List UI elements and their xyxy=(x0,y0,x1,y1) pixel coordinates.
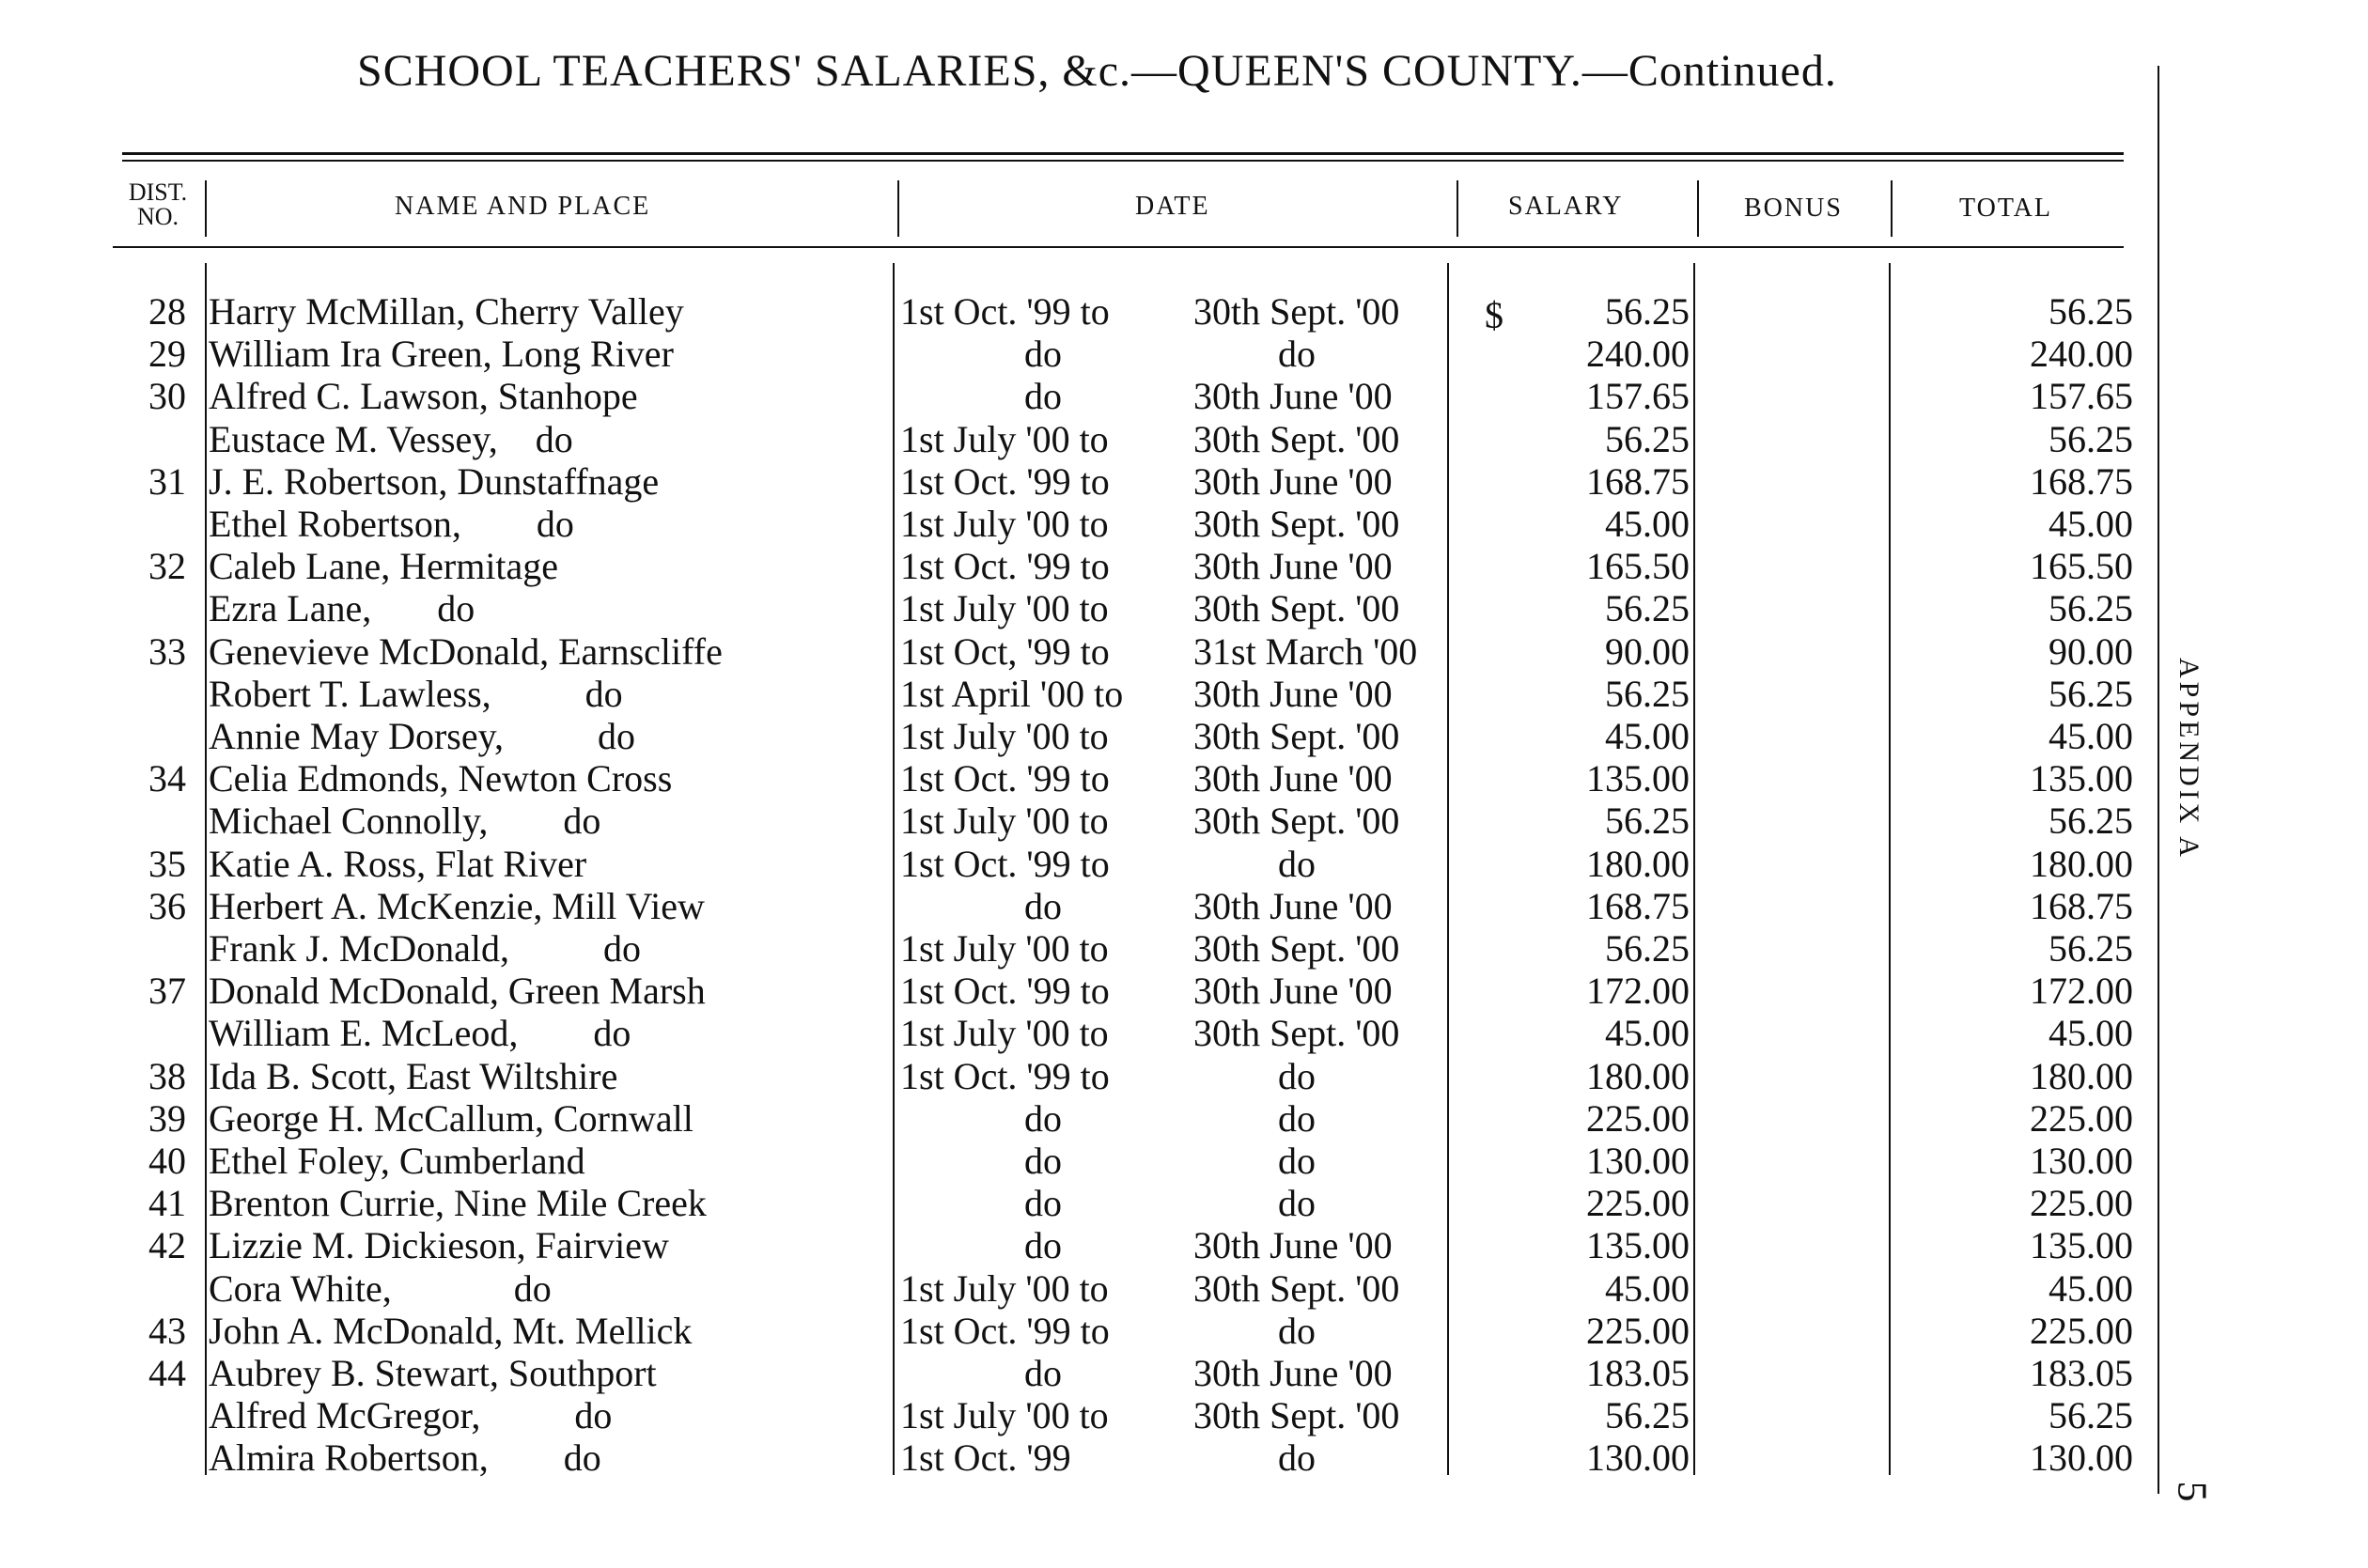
total-cell: 225.00 xyxy=(2030,1182,2133,1225)
dist-no-cell: 31 xyxy=(148,459,186,503)
name-place-cell: Aubrey B. Stewart, Southport xyxy=(209,1352,657,1394)
name-place-cell: John A. McDonald, Mt. Mellick xyxy=(209,1309,693,1352)
total-cell: 180.00 xyxy=(2030,1054,2133,1097)
date-to-cell: 30th Sept. '00 xyxy=(1193,715,1400,757)
dist-no-cell: 42 xyxy=(148,1224,186,1267)
date-to-cell: 30th June '00 xyxy=(1193,1352,1393,1394)
salary-cell: 130.00 xyxy=(1586,1436,1690,1480)
salary-cell: 225.00 xyxy=(1586,1182,1690,1225)
date-to-cell: 30th Sept. '00 xyxy=(1193,290,1400,333)
date-from-cell: 1st Oct. '99 to xyxy=(900,1309,1110,1352)
date-to-cell: 30th Sept. '00 xyxy=(1193,800,1400,843)
salary-cell: 172.00 xyxy=(1586,970,1690,1013)
page-title: SCHOOL TEACHERS' SALARIES, &c.—QUEEN'S COUNTY.—Continued. xyxy=(357,46,1837,96)
name-place-cell: Almira Robertson, do xyxy=(209,1436,601,1480)
dist-no-cell: 30 xyxy=(148,375,186,418)
total-cell: 130.00 xyxy=(2030,1140,2133,1182)
date-from-cell: 1st Oct. '99 xyxy=(900,1436,1071,1480)
name-place-cell: Herbert A. McKenzie, Mill View xyxy=(209,884,705,927)
salary-cell: 180.00 xyxy=(1586,842,1690,885)
total-cell: 45.00 xyxy=(2049,1012,2133,1055)
total-cell: 168.75 xyxy=(2030,459,2133,503)
date-from-cell: 1st July '00 to xyxy=(900,715,1109,757)
name-place-cell: Michael Connolly, do xyxy=(209,800,601,843)
dist-no-cell: 43 xyxy=(148,1309,186,1352)
date-to-cell: do xyxy=(1278,842,1316,885)
table-row xyxy=(0,1096,2161,1139)
dist-no-cell: 40 xyxy=(148,1140,186,1182)
bonus-header: BONUS xyxy=(1744,194,1843,223)
dist-no-cell: 41 xyxy=(148,1182,186,1225)
header-rule-bottom xyxy=(122,160,2124,162)
table-row xyxy=(0,1436,2161,1478)
total-cell: 172.00 xyxy=(2030,970,2133,1013)
table-row xyxy=(0,1266,2161,1309)
name-place-header: NAME AND PLACE xyxy=(395,192,651,221)
date-to-cell: 30th Sept. '00 xyxy=(1193,417,1400,460)
salary-cell: 45.00 xyxy=(1605,1266,1690,1310)
table-row xyxy=(0,544,2161,586)
name-place-cell: Genevieve McDonald, Earnscliffe xyxy=(209,629,723,673)
name-place-cell: Robert T. Lawless, do xyxy=(209,672,623,715)
appendix-label: APPENDIX A xyxy=(2173,658,2204,861)
header-divider-dist xyxy=(205,180,207,237)
date-to-cell: 30th June '00 xyxy=(1193,545,1393,588)
salary-cell: 56.25 xyxy=(1605,672,1690,715)
date-to-cell: 30th Sept. '00 xyxy=(1193,927,1400,970)
date-to-cell: do xyxy=(1278,1182,1316,1225)
table-row xyxy=(0,629,2161,672)
total-cell: 168.75 xyxy=(2030,884,2133,927)
date-from-cell: do xyxy=(1024,1140,1062,1182)
date-from-cell: 1st Oct. '99 to xyxy=(900,290,1110,333)
table-row xyxy=(0,1011,2161,1053)
table-row xyxy=(0,502,2161,544)
table-row xyxy=(0,1393,2161,1436)
salary-cell: 157.65 xyxy=(1586,375,1690,418)
table-row xyxy=(0,842,2161,884)
total-cell: 135.00 xyxy=(2030,757,2133,800)
salary-cell: 45.00 xyxy=(1605,503,1690,545)
date-to-cell: do xyxy=(1278,1096,1316,1140)
date-to-cell: 30th Sept. '00 xyxy=(1193,1012,1400,1055)
salary-cell: 180.00 xyxy=(1586,1054,1690,1097)
date-from-cell: 1st Oct. '99 to xyxy=(900,545,1110,588)
date-to-cell: 30th Sept. '00 xyxy=(1193,503,1400,545)
date-from-cell: do xyxy=(1024,333,1062,376)
name-place-cell: Eustace M. Vessey, do xyxy=(209,417,573,460)
name-place-cell: Ethel Foley, Cumberland xyxy=(209,1140,585,1182)
name-place-cell: Ethel Robertson, do xyxy=(209,503,574,545)
name-place-cell: Brenton Currie, Nine Mile Creek xyxy=(209,1182,707,1225)
date-to-cell: 30th Sept. '00 xyxy=(1193,1266,1400,1310)
total-cell: 240.00 xyxy=(2030,333,2133,376)
table-row xyxy=(0,1054,2161,1096)
dist-no-cell: 28 xyxy=(148,290,186,333)
date-from-cell: 1st Oct. '99 to xyxy=(900,970,1110,1013)
table-row xyxy=(0,1309,2161,1351)
date-from-cell: do xyxy=(1024,1352,1062,1394)
table-row xyxy=(0,1181,2161,1223)
dist-no-cell: 44 xyxy=(148,1352,186,1394)
total-cell: 225.00 xyxy=(2030,1096,2133,1140)
salary-cell: 56.25 xyxy=(1605,290,1690,333)
date-from-cell: 1st Oct, '99 to xyxy=(900,629,1110,673)
salary-cell: 45.00 xyxy=(1605,715,1690,757)
table-row xyxy=(0,374,2161,416)
date-from-cell: 1st July '00 to xyxy=(900,1012,1109,1055)
salary-cell: 240.00 xyxy=(1586,333,1690,376)
date-to-cell: do xyxy=(1278,1309,1316,1352)
dist-no-cell: 33 xyxy=(148,629,186,673)
total-cell: 56.25 xyxy=(2049,417,2133,460)
date-to-cell: 30th June '00 xyxy=(1193,1224,1393,1267)
date-to-cell: do xyxy=(1278,1054,1316,1097)
column-header-rule xyxy=(113,246,2124,248)
date-from-cell: do xyxy=(1024,375,1062,418)
name-place-cell: George H. McCallum, Cornwall xyxy=(209,1096,693,1140)
name-place-cell: Celia Edmonds, Newton Cross xyxy=(209,757,673,800)
date-from-cell: 1st July '00 to xyxy=(900,927,1109,970)
date-to-cell: 30th June '00 xyxy=(1193,672,1393,715)
date-from-cell: 1st Oct. '99 to xyxy=(900,842,1110,885)
salary-cell: 168.75 xyxy=(1586,459,1690,503)
date-from-cell: 1st Oct. '99 to xyxy=(900,757,1110,800)
salary-cell: 168.75 xyxy=(1586,884,1690,927)
total-cell: 45.00 xyxy=(2049,503,2133,545)
total-cell: 90.00 xyxy=(2049,629,2133,673)
total-cell: 130.00 xyxy=(2030,1436,2133,1480)
table-row xyxy=(0,459,2161,502)
currency-symbol: $ xyxy=(1485,294,1503,336)
table-row xyxy=(0,714,2161,756)
date-to-cell: 30th June '00 xyxy=(1193,375,1393,418)
date-to-cell: do xyxy=(1278,1436,1316,1480)
date-to-cell: 30th June '00 xyxy=(1193,970,1393,1013)
name-place-cell: Ezra Lane, do xyxy=(209,587,475,630)
total-cell: 225.00 xyxy=(2030,1309,2133,1352)
date-to-cell: 30th June '00 xyxy=(1193,757,1393,800)
salary-cell: 225.00 xyxy=(1586,1309,1690,1352)
dist-no-cell: 36 xyxy=(148,884,186,927)
table-row xyxy=(0,756,2161,799)
date-to-cell: do xyxy=(1278,333,1316,376)
table-row xyxy=(0,672,2161,714)
salary-cell: 56.25 xyxy=(1605,800,1690,843)
header-divider-name xyxy=(897,180,899,237)
total-cell: 56.25 xyxy=(2049,1394,2133,1437)
dist-no-header xyxy=(111,180,205,229)
name-place-cell: Lizzie M. Dickieson, Fairview xyxy=(209,1224,669,1267)
dist-no-cell: 35 xyxy=(148,842,186,885)
date-from-cell: 1st July '00 to xyxy=(900,1266,1109,1310)
table-row xyxy=(0,884,2161,926)
name-place-cell: J. E. Robertson, Dunstaffnage xyxy=(209,459,660,503)
total-cell: 56.25 xyxy=(2049,927,2133,970)
total-cell: 56.25 xyxy=(2049,587,2133,630)
dist-no-cell: 32 xyxy=(148,545,186,588)
name-place-cell: William Ira Green, Long River xyxy=(209,333,674,376)
date-from-cell: do xyxy=(1024,1182,1062,1225)
header-divider-bonus xyxy=(1891,180,1893,237)
table-row xyxy=(0,926,2161,969)
table-row xyxy=(0,289,2161,332)
header-divider-salary xyxy=(1697,180,1699,237)
table-row xyxy=(0,969,2161,1011)
name-place-cell: Annie May Dorsey, do xyxy=(209,715,636,757)
salary-cell: 225.00 xyxy=(1586,1096,1690,1140)
date-from-cell: 1st Oct. '99 to xyxy=(900,1054,1110,1097)
date-from-cell: do xyxy=(1024,1096,1062,1140)
page-number: 5 xyxy=(2169,1481,2216,1502)
dist-header-line2: NO. xyxy=(136,203,179,230)
date-to-cell: 30th Sept. '00 xyxy=(1193,587,1400,630)
date-to-cell: 31st March '00 xyxy=(1193,629,1418,673)
date-header: DATE xyxy=(1135,192,1210,221)
name-place-cell: Frank J. McDonald, do xyxy=(209,927,641,970)
dist-no-cell: 37 xyxy=(148,970,186,1013)
dist-no-cell: 39 xyxy=(148,1096,186,1140)
dist-header-line1: DIST. xyxy=(128,179,188,206)
salary-cell: 183.05 xyxy=(1586,1352,1690,1394)
date-to-cell: 30th June '00 xyxy=(1193,459,1393,503)
total-cell: 165.50 xyxy=(2030,545,2133,588)
date-from-cell: do xyxy=(1024,1224,1062,1267)
table-row xyxy=(0,1139,2161,1181)
name-place-cell: Katie A. Ross, Flat River xyxy=(209,842,587,885)
name-place-cell: Cora White, do xyxy=(209,1266,552,1310)
dist-no-cell: 29 xyxy=(148,333,186,376)
total-cell: 135.00 xyxy=(2030,1224,2133,1267)
table-row xyxy=(0,417,2161,459)
name-place-cell: Donald McDonald, Green Marsh xyxy=(209,970,706,1013)
date-to-cell: 30th June '00 xyxy=(1193,884,1393,927)
name-place-cell: Harry McMillan, Cherry Valley xyxy=(209,290,684,333)
dist-no-cell: 34 xyxy=(148,757,186,800)
name-place-cell: Alfred McGregor, do xyxy=(209,1394,613,1437)
table-row xyxy=(0,332,2161,374)
name-place-cell: Alfred C. Lawson, Stanhope xyxy=(209,375,638,418)
salary-cell: 56.25 xyxy=(1605,1394,1690,1437)
date-from-cell: do xyxy=(1024,884,1062,927)
total-cell: 56.25 xyxy=(2049,672,2133,715)
total-cell: 157.65 xyxy=(2030,375,2133,418)
date-from-cell: 1st July '00 to xyxy=(900,417,1109,460)
salary-cell: 135.00 xyxy=(1586,757,1690,800)
salary-cell: 135.00 xyxy=(1586,1224,1690,1267)
salary-cell: 56.25 xyxy=(1605,417,1690,460)
table-row xyxy=(0,1223,2161,1265)
salary-cell: 56.25 xyxy=(1605,587,1690,630)
table-row xyxy=(0,1351,2161,1393)
salary-cell: 56.25 xyxy=(1605,927,1690,970)
date-to-cell: 30th Sept. '00 xyxy=(1193,1394,1400,1437)
salary-cell: 90.00 xyxy=(1605,629,1690,673)
date-to-cell: do xyxy=(1278,1140,1316,1182)
name-place-cell: Caleb Lane, Hermitage xyxy=(209,545,559,588)
date-from-cell: 1st Oct. '99 to xyxy=(900,459,1110,503)
header-rule-top xyxy=(122,152,2124,155)
total-cell: 45.00 xyxy=(2049,715,2133,757)
date-from-cell: 1st July '00 to xyxy=(900,503,1109,545)
total-header: TOTAL xyxy=(1959,194,2053,223)
total-cell: 56.25 xyxy=(2049,800,2133,843)
salary-cell: 130.00 xyxy=(1586,1140,1690,1182)
total-cell: 56.25 xyxy=(2049,290,2133,333)
header-divider-date xyxy=(1457,180,1458,237)
salary-header: SALARY xyxy=(1508,192,1624,221)
name-place-cell: William E. McLeod, do xyxy=(209,1012,631,1055)
total-cell: 45.00 xyxy=(2049,1266,2133,1310)
name-place-cell: Ida B. Scott, East Wiltshire xyxy=(209,1054,618,1097)
total-cell: 183.05 xyxy=(2030,1352,2133,1394)
date-from-cell: 1st July '00 to xyxy=(900,800,1109,843)
dist-no-cell: 38 xyxy=(148,1054,186,1097)
salary-cell: 165.50 xyxy=(1586,545,1690,588)
table-row xyxy=(0,799,2161,841)
salary-cell: 45.00 xyxy=(1605,1012,1690,1055)
date-from-cell: 1st July '00 to xyxy=(900,587,1109,630)
total-cell: 180.00 xyxy=(2030,842,2133,885)
date-from-cell: 1st July '00 to xyxy=(900,1394,1109,1437)
date-from-cell: 1st April '00 to xyxy=(900,672,1124,715)
table-row xyxy=(0,586,2161,629)
